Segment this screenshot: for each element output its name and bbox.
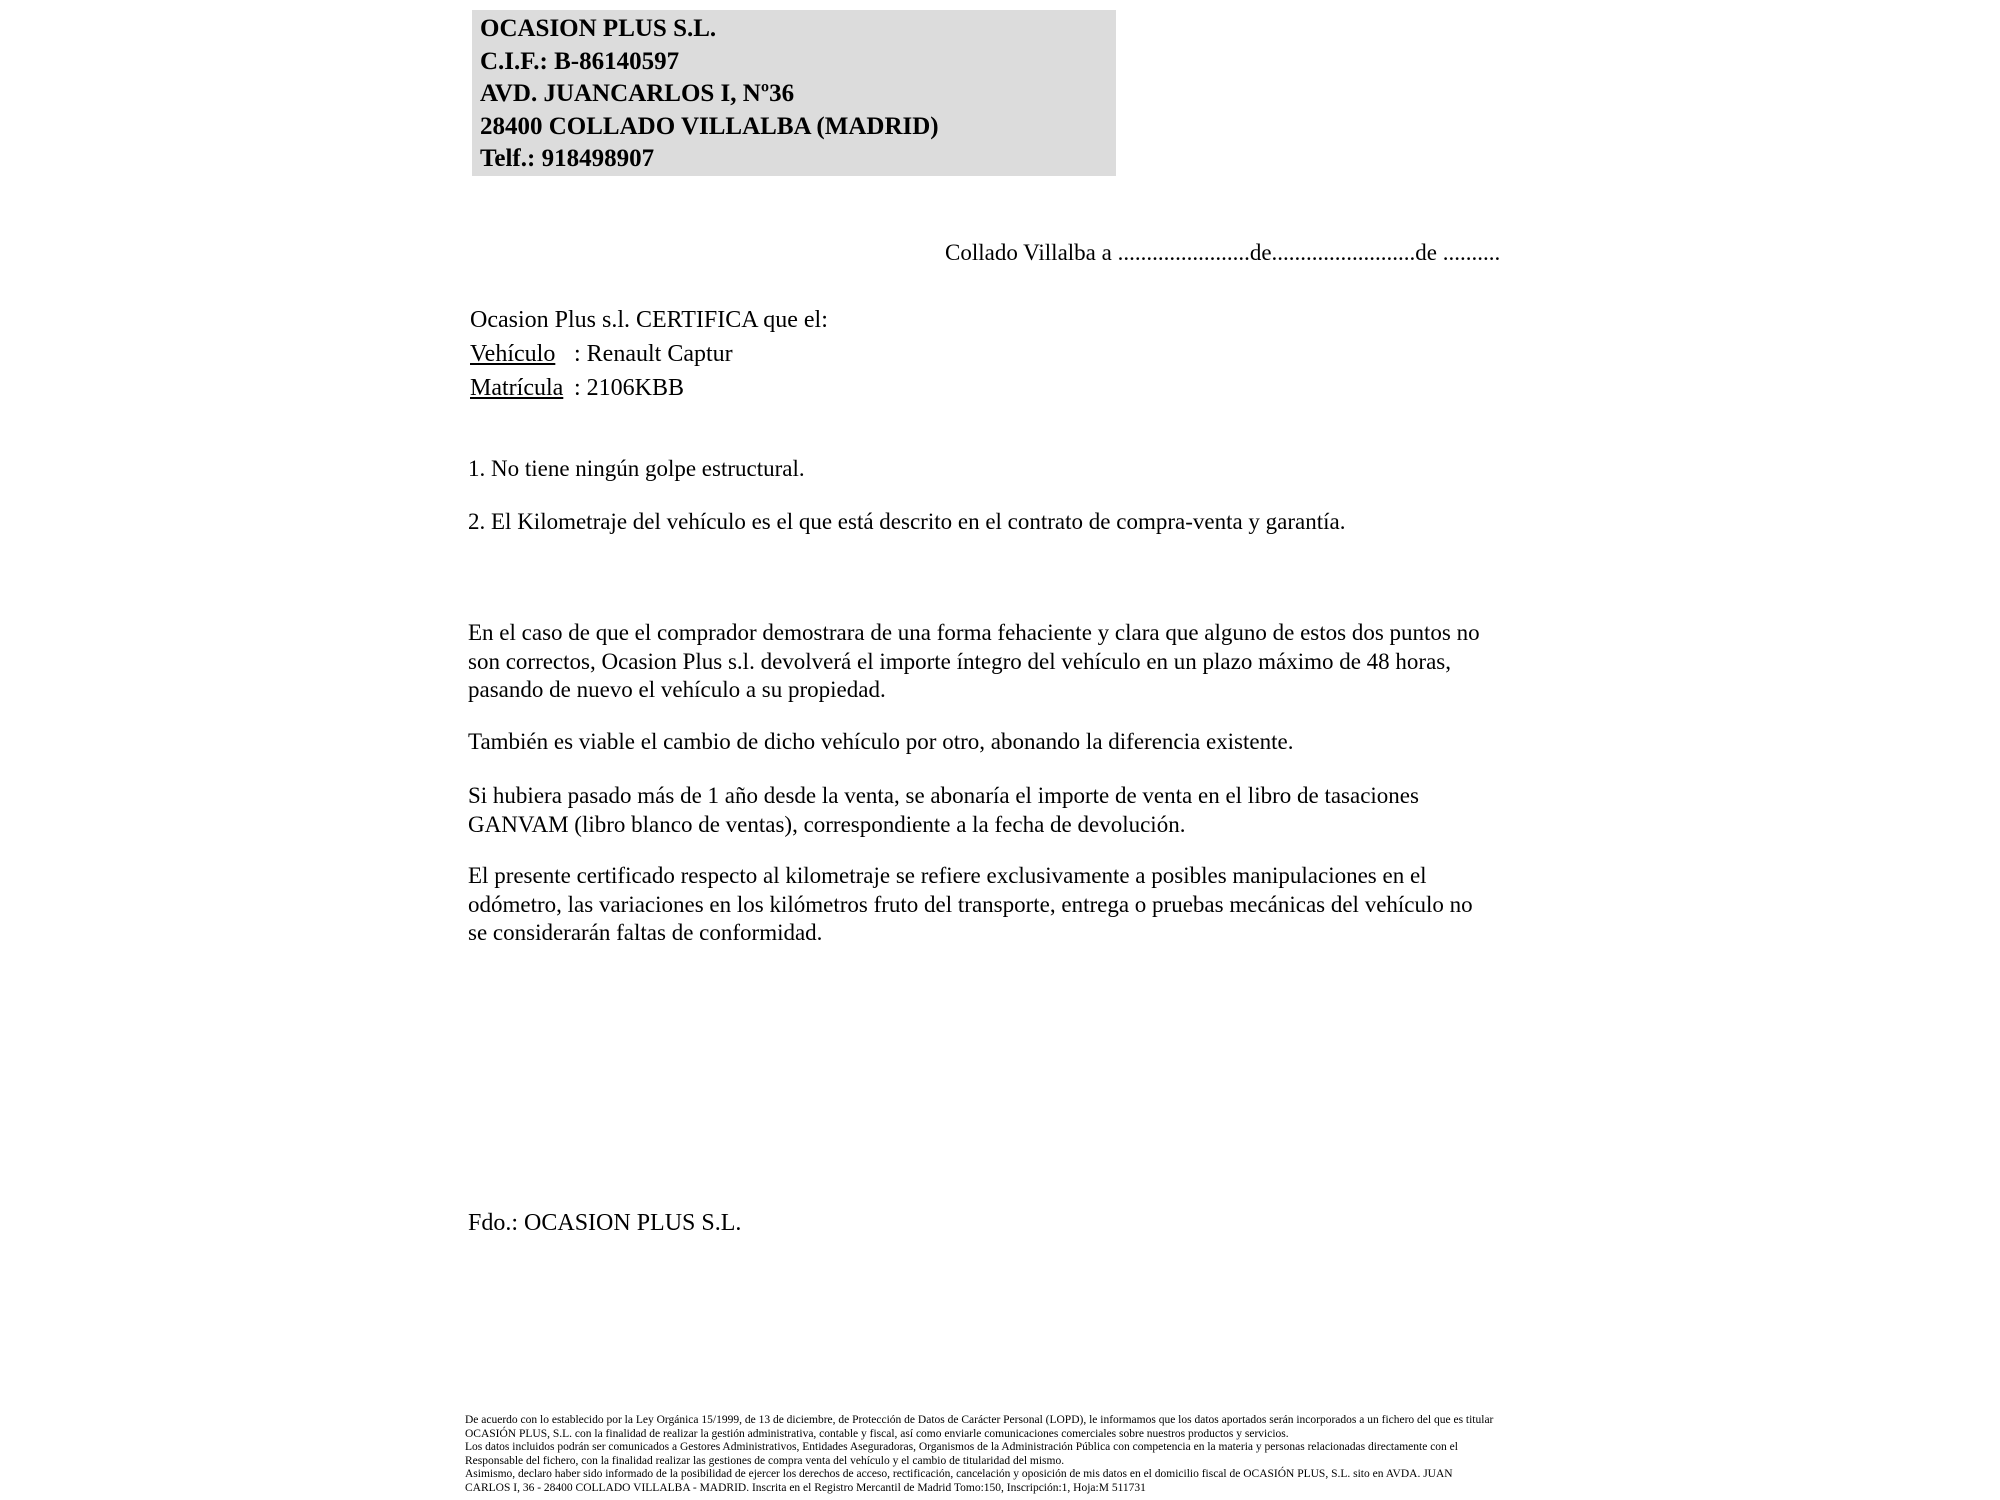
plate-label: Matrícula — [470, 375, 564, 401]
legal-footer-line: Asimismo, declaro haber sido informado de la posibilidad de ejercer los derechos de acceso, rectificación, cancelación y oposición de mis datos en el domicilio fiscal de OCASIÓN PLUS, S.L. sito en AVDA. JUAN — [465, 1468, 1453, 1481]
paragraph-ganvam — [468, 782, 1419, 839]
paragraph-line: El presente certificado respecto al kilometraje se refiere exclusivamente a posibles manipulaciones en el — [468, 863, 1427, 888]
company-header-box — [472, 10, 1116, 176]
paragraph-line: odómetro, las variaciones en los kilómetros fruto del transporte, entrega o pruebas mecánicas del vehículo no — [468, 891, 1473, 917]
company-phone: Telf.: 918498907 — [480, 145, 655, 172]
legal-footer-line: Los datos incluidos podrán ser comunicados a Gestores Administrativos, Entidades Aseguradoras, Organismos de la Administración Pública con competencia en la materia y personas relacionadas directamente con el — [465, 1441, 1458, 1454]
paragraph-odometer — [468, 862, 1473, 948]
legal-footer-line: CARLOS I, 36 - 28400 COLLADO VILLALBA - MADRID. Inscrita en el Registro Mercantil de Madrid Tomo:150, Inscripción:1, Hoja:M 511731 — [465, 1481, 1146, 1494]
vehicle-value: : Renault Captur — [574, 341, 733, 367]
paragraph-line: Si hubiera pasado más de 1 año desde la venta, se abonaría el importe de venta en el libro de tasaciones — [468, 783, 1419, 808]
certificate-intro: Ocasion Plus s.l. CERTIFICA que el: — [470, 307, 828, 333]
paragraph-line: pasando de nuevo el vehículo a su propiedad. — [468, 677, 886, 702]
paragraph-exchange — [468, 728, 1293, 757]
company-address: AVD. JUANCARLOS I, Nº36 — [480, 80, 795, 107]
legal-footer-line: OCASIÓN PLUS, S.L. con la finalidad de realizar la gestión administrativa, contable y fiscal, así como enviarle comunicaciones comerciales sobre nuestros productos y servicios. — [465, 1427, 1289, 1440]
legal-footer-line: De acuerdo con lo establecido por la Ley Orgánica 15/1999, de 13 de diciembre, de Protección de Datos de Carácter Personal (LOPD), le informamos que los datos aportados serán incorporados a un fichero del que es titular — [465, 1414, 1494, 1426]
company-name: OCASION PLUS S.L. — [480, 15, 717, 42]
paragraph-line: GANVAM (libro blanco de ventas), correspondiente a la fecha de devolución. — [468, 811, 1186, 837]
paragraph-line: se considerarán faltas de conformidad. — [468, 920, 823, 945]
vehicle-field — [470, 337, 828, 371]
date-line: Collado Villalba a .......................de.........................de .......... — [945, 240, 1501, 265]
paragraph-line: son correctos, Ocasion Plus s.l. devolverá el importe íntegro del vehículo en un plazo máximo de 48 horas, — [468, 648, 1452, 674]
company-city: 28400 COLLADO VILLALBA (MADRID) — [480, 112, 939, 140]
paragraph-refund — [468, 619, 1480, 705]
certificate-block — [470, 303, 828, 405]
signature-line: Fdo.: OCASION PLUS S.L. — [468, 1210, 742, 1236]
vehicle-label: Vehículo — [470, 341, 556, 367]
legal-footer-line: Responsable del fichero, con la finalidad realizar las gestiones de compra venta del vehículo y el cambio de titularidad del mismo. — [465, 1454, 1065, 1467]
paragraph-line: También es viable el cambio de dicho vehículo por otro, abonando la diferencia existente. — [468, 729, 1294, 754]
point-2: 2. El Kilometraje del vehículo es el que está descrito en el contrato de compra-venta y garantía. — [468, 509, 1346, 534]
point-1: 1. No tiene ningún golpe estructural. — [468, 456, 805, 481]
plate-field — [470, 371, 828, 405]
paragraph-line: En el caso de que el comprador demostrara de una forma fehaciente y clara que alguno de estos dos puntos no — [468, 620, 1480, 645]
plate-value: : 2106KBB — [574, 375, 685, 401]
legal-footer — [465, 1414, 1493, 1496]
company-cif: C.I.F.: B-86140597 — [480, 47, 680, 75]
